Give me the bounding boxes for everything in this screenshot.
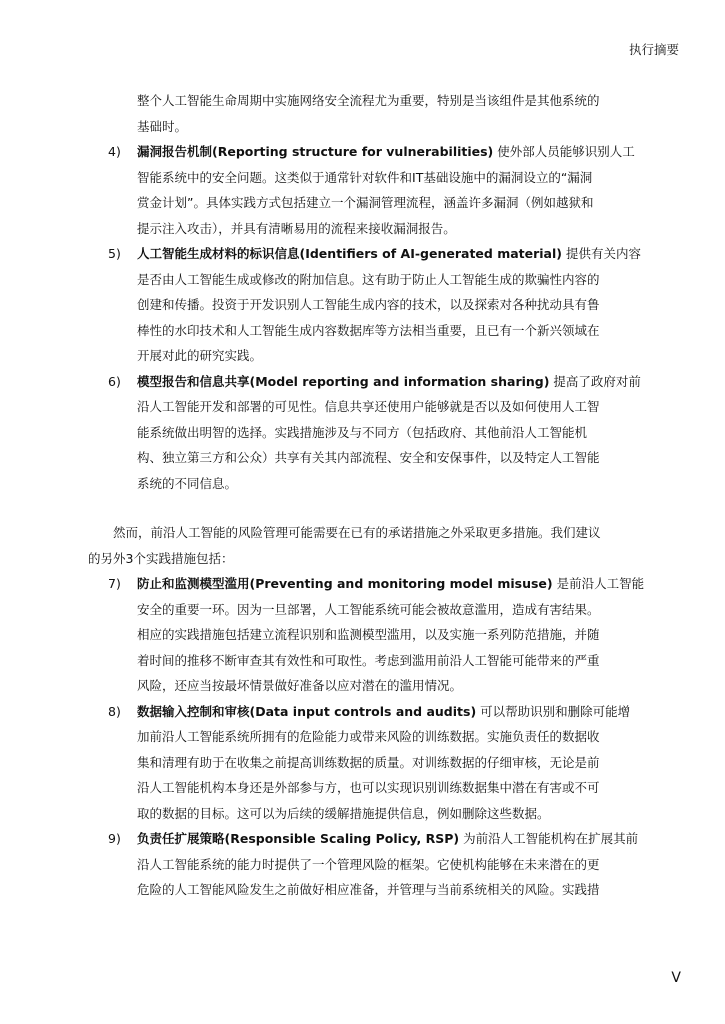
paragraph-line: 的另外3个实践措施包括： [88,550,234,566]
list-item-line: 智能系统中的安全问题。这类似于通常针对软件和IT基础设施中的漏洞设立的“漏洞 [137,169,593,185]
list-item-line: 集和清理有助于在收集之前提高训练数据的质量。对训练数据的仔细审核，无论是前 [137,754,600,770]
list-item-line: 构、独立第三方和公众）共享有关其内部流程、安全和安保事件，以及特定人工智能 [137,450,600,465]
list-item-first-line [137,830,638,848]
list-item-line: 棒性的水印技术和人工智能生成内容数据库等方法相当重要，且已有一个新兴领域在 [137,322,600,338]
list-item-line: 开展对此的研究实践。 [137,348,263,363]
list-item-text: 使外部人员能够识别人工 [493,144,635,159]
list-item-number: 7) [108,576,121,591]
intro-line: 整个人工智能生命周期中实施网络安全流程尤为重要，特别是当该组件是其他系统的 [137,93,600,108]
list-item-number: 9) [108,831,121,846]
list-item-number: 6) [108,373,121,389]
list-item-line: 提示注入攻击），并具有清晰易用的流程来接收漏洞报告。 [137,220,456,236]
list-item-line: 赏金计划”。具体实践方式包括建立一个漏洞管理流程，涵盖许多漏洞（例如越狱和 [137,195,594,210]
list-item-number: 8) [108,703,121,719]
list-item-line: 沿人工智能系统的能力时提供了一个管理风险的框架。它使机构能够在未来潜在的更 [137,856,600,872]
running-header: 执行摘要 [628,42,679,57]
intro-line: 基础时。 [137,118,188,134]
list-item-title: 模型报告和信息共享(Model reporting and information sharing) [137,373,550,389]
page-number: V [671,970,681,986]
list-item-title: 防止和监测模型滥用(Preventing and monitoring model misuse) [137,576,553,591]
list-item-line: 安全的重要一环。因为一旦部署，人工智能系统可能会被故意滥用，造成有害结果。 [137,601,600,617]
list-item-number: 5) [108,246,121,261]
list-item-line: 着时间的推移不断审查其有效性和可取性。考虑到滥用前沿人工智能可能带来的严重 [137,652,600,668]
list-item-line: 创建和传播。投资于开发识别人工智能生成内容的技术，以及探索对各种扰动具有鲁 [137,297,600,312]
list-item-title: 负责任扩展策略(Responsible Scaling Policy, RSP) [137,831,460,846]
list-item-first-line [137,703,630,721]
list-item-line: 系统的不同信息。 [137,475,238,491]
list-item-first-line [137,245,641,263]
list-item-text: 是前沿人工智能 [552,576,645,591]
list-item-line: 相应的实践措施包括建立流程识别和监测模型滥用，以及实施一系列防范措施，并随 [137,627,600,642]
list-item-text: 提供有关内容 [562,246,641,261]
list-item-first-line [137,143,635,161]
list-item-text: 提高了政府对前 [549,373,641,389]
list-item-title: 漏洞报告机制(Reporting structure for vulnerabilities) [137,144,494,159]
paragraph-line: 然而，前沿人工智能的风险管理可能需要在已有的承诺措施之外采取更多措施。我们建议 [113,525,601,540]
list-item-line: 能系统做出明智的选择。实践措施涉及与不同方（包括政府、其他前沿人工智能机 [137,424,588,440]
list-item-line: 加前沿人工智能系统所拥有的危险能力或带来风险的训练数据。实施负责任的数据收 [137,729,600,744]
list-item-line: 沿人工智能开发和部署的可见性。信息共享还使用户能够就是否以及如何使用人工智 [137,399,600,414]
list-item-title: 数据输入控制和审核(Data input controls and audits) [137,703,477,719]
list-item-line: 沿人工智能机构本身还是外部参与方，也可以实现识别训练数据集中潜在有害或不可 [137,780,600,795]
list-item-line: 取的数据的目标。这可以为后续的缓解措施提供信息，例如删除这些数据。 [137,805,550,821]
list-item-first-line [137,575,644,593]
list-item-line: 是否由人工智能生成或修改的附加信息。这有助于防止人工智能生成的欺骗性内容的 [137,271,600,287]
list-item-text: 为前沿人工智能机构在扩展其前 [459,831,639,846]
list-item-number: 4) [108,144,121,159]
list-item-title: 人工智能生成材料的标识信息(Identifiers of AI-generated material) [137,246,562,261]
list-item-first-line [137,373,641,391]
list-item-line: 危险的人工智能风险发生之前做好相应准备，并管理与当前系统相关的风险。实践措 [137,882,600,897]
list-item-text: 可以帮助识别和删除可能增 [476,703,631,719]
list-item-line: 风险，还应当按最坏情景做好准备以应对潜在的滥用情况。 [137,678,463,693]
